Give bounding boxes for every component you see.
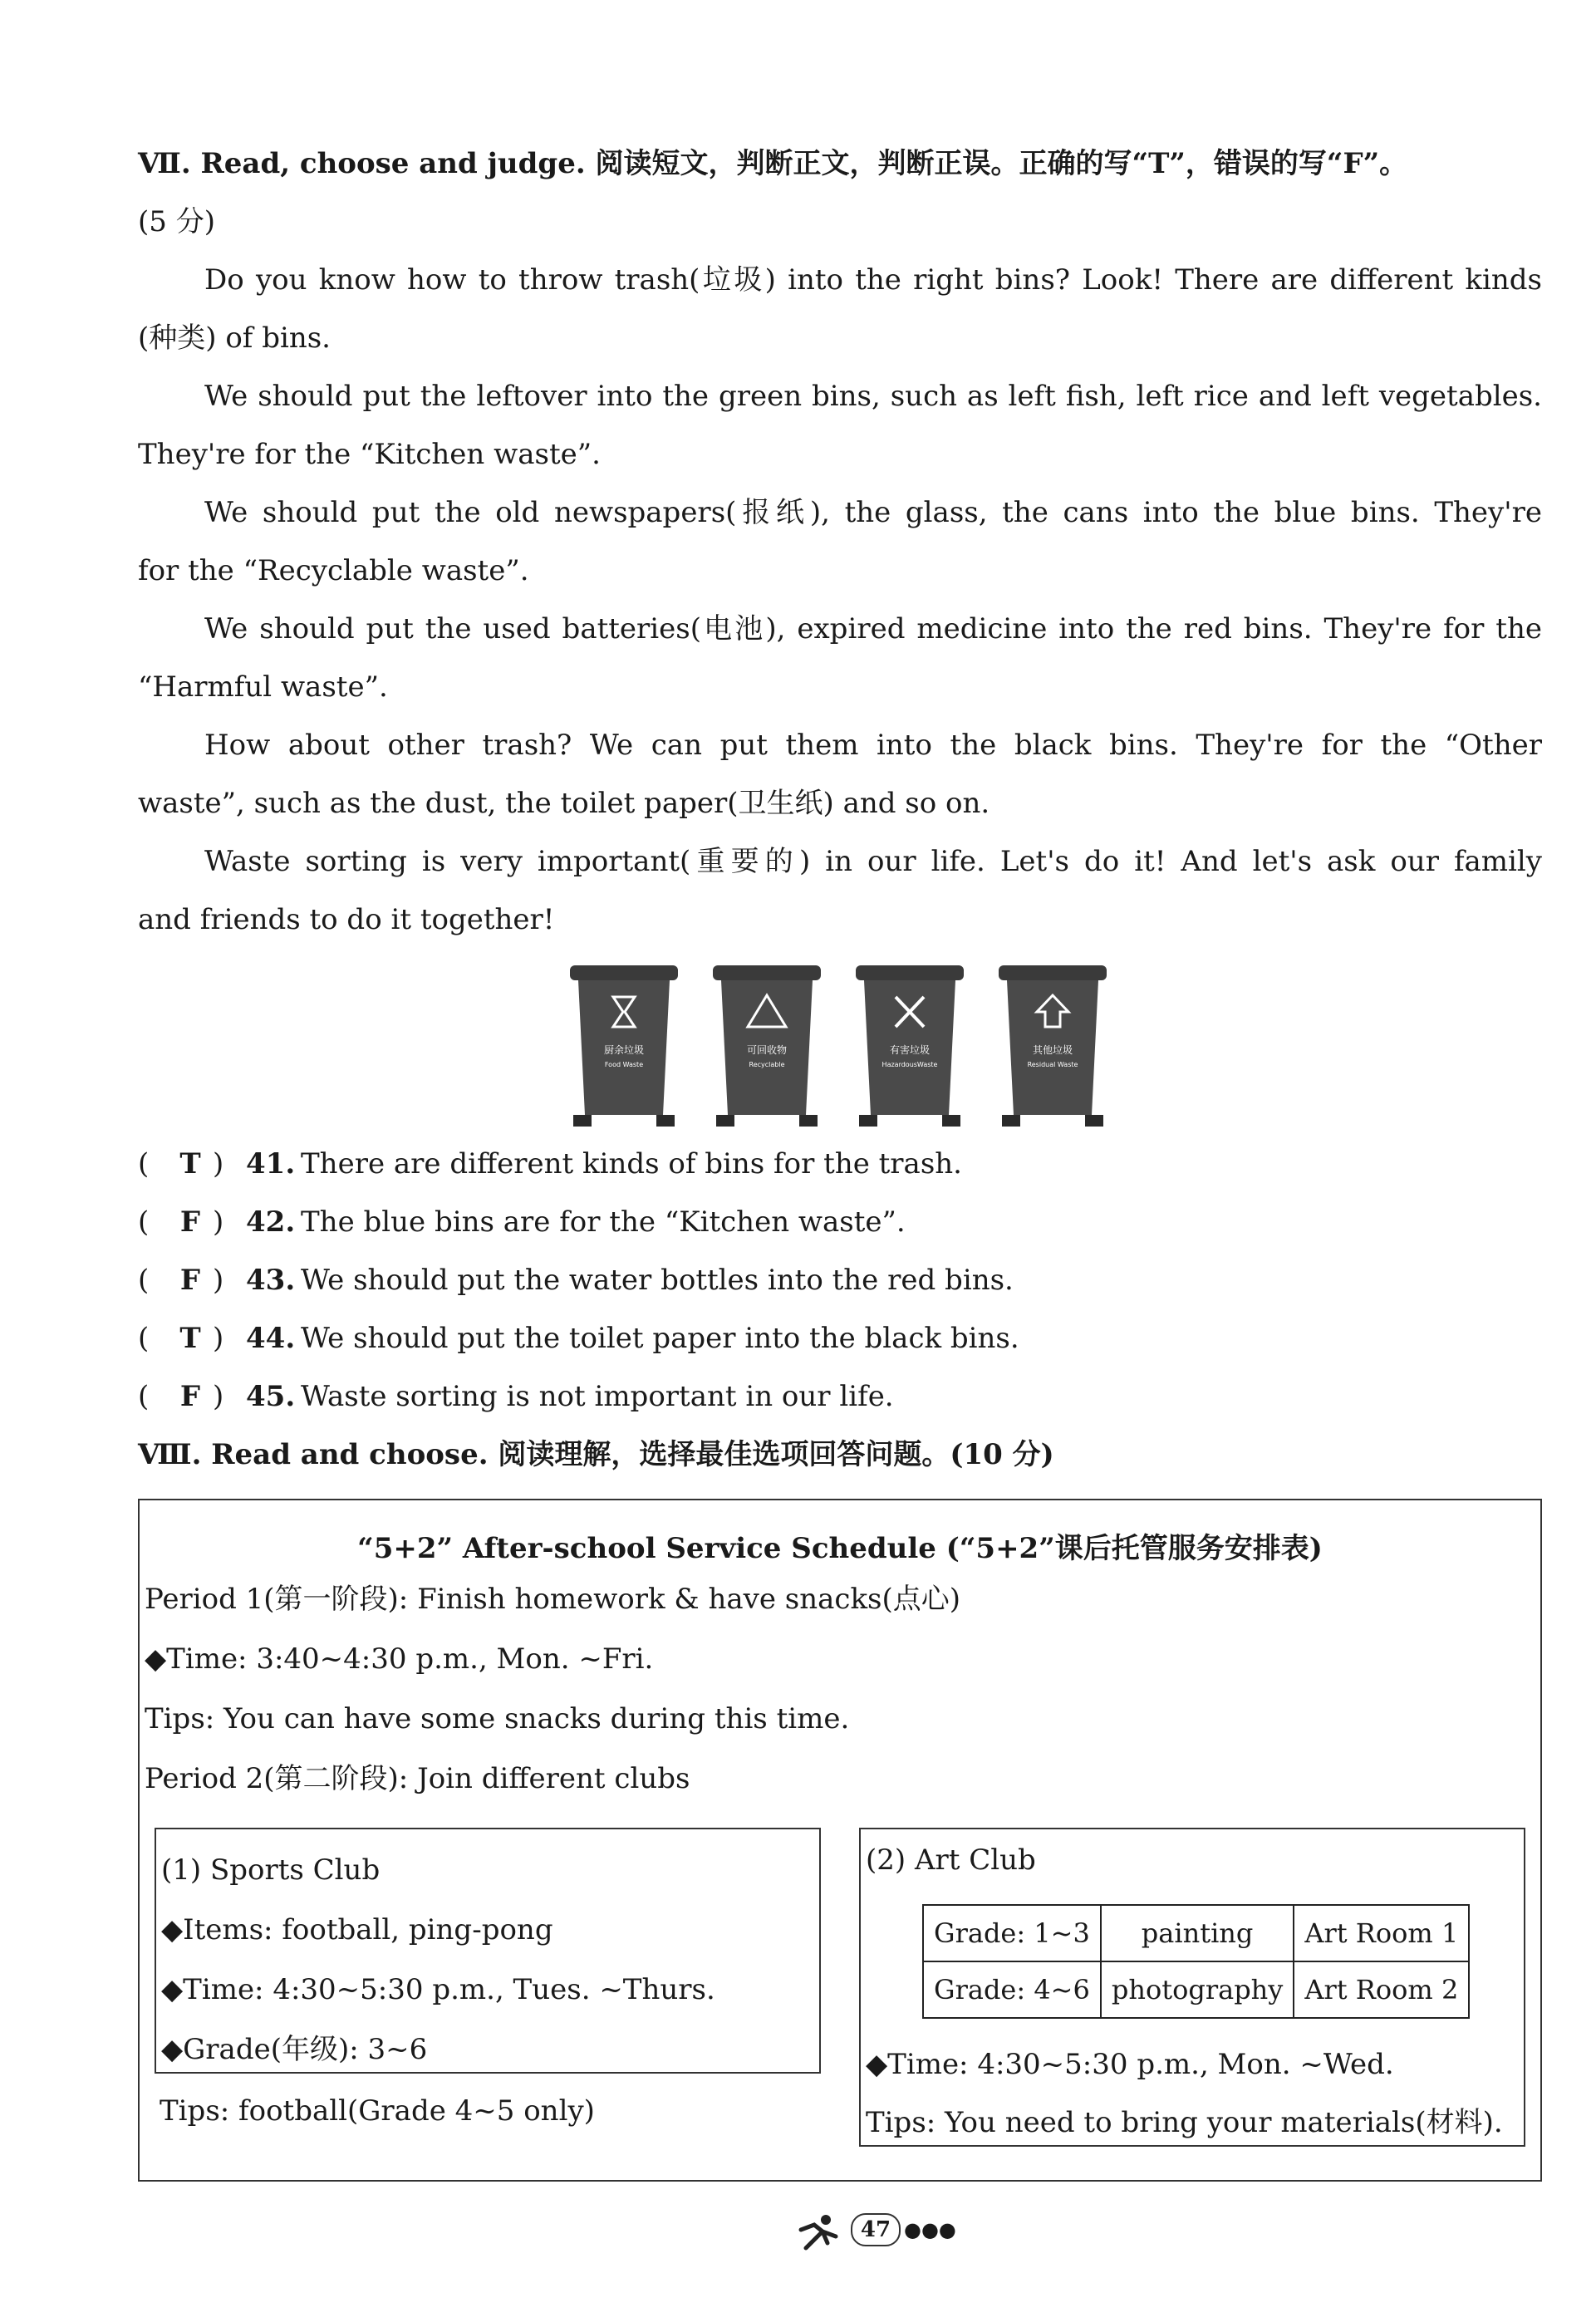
hazardous-bin (856, 965, 964, 1127)
passage-line: We should put the leftover into the green bins, such as left fish, left rice and left vegetables. (204, 380, 1542, 413)
question-number: 44. (246, 1322, 296, 1355)
food-waste-bin (570, 965, 678, 1127)
passage-line: “Harmful waste”. (138, 670, 388, 704)
passage-line: We should put the old newspapers(报纸), the glass, the cans into the blue bins. They're (204, 496, 1542, 529)
passage-line: Do you know how to throw trash(垃圾) into the right bins? Look! There are different kinds (204, 263, 1542, 297)
passage-line: They're for the “Kitchen waste”. (138, 438, 601, 471)
table-cell: Art Room 1 (1294, 1905, 1469, 1961)
schedule-box (138, 1499, 1542, 2182)
sports-club-grade: ◆Grade(年级): 3~6 (161, 2033, 428, 2066)
question-number: 43. (246, 1264, 296, 1297)
table-cell: Grade: 1~3 (923, 1905, 1101, 1961)
bin-cn-label: 可回收物 (746, 1044, 788, 1056)
trash-bins-illustration (565, 962, 1130, 1128)
art-club-title: (2) Art Club (866, 1843, 1036, 1877)
table-row (923, 1905, 1469, 1961)
answer[interactable]: F (179, 1380, 201, 1413)
question-text: We should put the toilet paper into the black bins. (301, 1322, 1019, 1355)
period1: Period 1(第一阶段): Finish homework & have snacks(点心) (145, 1583, 961, 1616)
section7-points: (5 分) (138, 205, 215, 238)
sports-club-title: (1) Sports Club (161, 1853, 381, 1887)
art-club-tips: Tips: You need to bring your materials(材料). (866, 2106, 1503, 2139)
passage-line: Waste sorting is very important(重要的) in our life. Let's do it! And let's ask our family (204, 845, 1542, 878)
period2: Period 2(第二阶段): Join different clubs (145, 1762, 690, 1795)
question-text: Waste sorting is not important in our life. (301, 1380, 894, 1413)
bin-en-label: Food Waste (604, 1061, 644, 1068)
sports-club-items: ◆Items: football, ping-pong (161, 1913, 553, 1946)
question-43: ( F ) 43. We should put the water bottles into the red bins. (138, 1264, 1014, 1297)
sports-club-box (155, 1828, 821, 2074)
answer[interactable]: T (179, 1147, 201, 1181)
question-44: ( T ) 44. We should put the toilet paper into the black bins. (138, 1322, 1019, 1355)
answer[interactable]: F (179, 1264, 201, 1297)
sports-club-tips: Tips: football(Grade 4~5 only) (160, 2094, 595, 2128)
passage-line: for the “Recyclable waste”. (138, 554, 529, 587)
answer[interactable]: F (179, 1205, 201, 1239)
answer[interactable]: T (179, 1322, 201, 1355)
table-cell: photography (1101, 1961, 1294, 2018)
question-text: There are different kinds of bins for the trash. (301, 1147, 962, 1181)
question-42: ( F ) 42. The blue bins are for the “Kitchen waste”. (138, 1205, 906, 1239)
dots-icon: ●●● (904, 2218, 956, 2241)
passage-line: We should put the used batteries(电池), expired medicine into the red bins. They're for the (204, 612, 1542, 646)
art-club-box (859, 1828, 1525, 2147)
section8-heading: Ⅷ. Read and choose. 阅读理解，选择最佳选项回答问题。(10 分) (138, 1438, 1054, 1471)
question-number: 45. (246, 1380, 296, 1413)
runner-icon (789, 2212, 847, 2253)
table-row (923, 1961, 1469, 2018)
question-text: The blue bins are for the “Kitchen waste”. (301, 1205, 906, 1239)
passage-line: waste”, such as the dust, the toilet paper(卫生纸) and so on. (138, 787, 990, 820)
sports-club-time: ◆Time: 4:30~5:30 p.m., Tues. ~Thurs. (161, 1973, 715, 2006)
bin-cn-label: 有害垃圾 (889, 1044, 931, 1056)
art-club-time: ◆Time: 4:30~5:30 p.m., Mon. ~Wed. (866, 2048, 1394, 2081)
question-number: 41. (246, 1147, 296, 1181)
bin-en-label: Recyclable (749, 1061, 785, 1068)
question-text: We should put the water bottles into the red bins. (301, 1264, 1014, 1297)
passage-line: How about other trash? We can put them into the black bins. They're for the “Other (204, 729, 1542, 762)
bin-en-label: Residual Waste (1027, 1061, 1078, 1068)
table-cell: painting (1101, 1905, 1294, 1961)
bin-cn-label: 厨余垃圾 (603, 1044, 645, 1056)
schedule-title: “5+2” After-school Service Schedule (“5+2”课后托管服务安排表) (357, 1532, 1323, 1565)
art-club-table (922, 1904, 1470, 2019)
page-footer (789, 2207, 980, 2256)
table-cell: Art Room 2 (1294, 1961, 1469, 2018)
period1-time: ◆Time: 3:40~4:30 p.m., Mon. ~Fri. (145, 1642, 654, 1676)
bin-cn-label: 其他垃圾 (1032, 1044, 1073, 1056)
residual-bin (999, 965, 1107, 1127)
period1-tips: Tips: You can have some snacks during this time. (145, 1702, 850, 1735)
recyclable-bin (713, 965, 821, 1127)
bin-en-label: HazardousWaste (881, 1061, 938, 1068)
section7-heading: Ⅶ. Read, choose and judge. 阅读短文，判断正文，判断正误。正确的写“T”，错误的写“F”。 (138, 147, 1408, 180)
passage-line: (种类) of bins. (138, 322, 331, 355)
question-41: ( T ) 41. There are different kinds of bins for the trash. (138, 1147, 962, 1181)
passage-line: and friends to do it together! (138, 903, 555, 936)
question-45: ( F ) 45. Waste sorting is not important in our life. (138, 1380, 894, 1413)
question-number: 42. (246, 1205, 296, 1239)
table-cell: Grade: 4~6 (923, 1961, 1101, 2018)
page-number: 47 (851, 2213, 901, 2246)
